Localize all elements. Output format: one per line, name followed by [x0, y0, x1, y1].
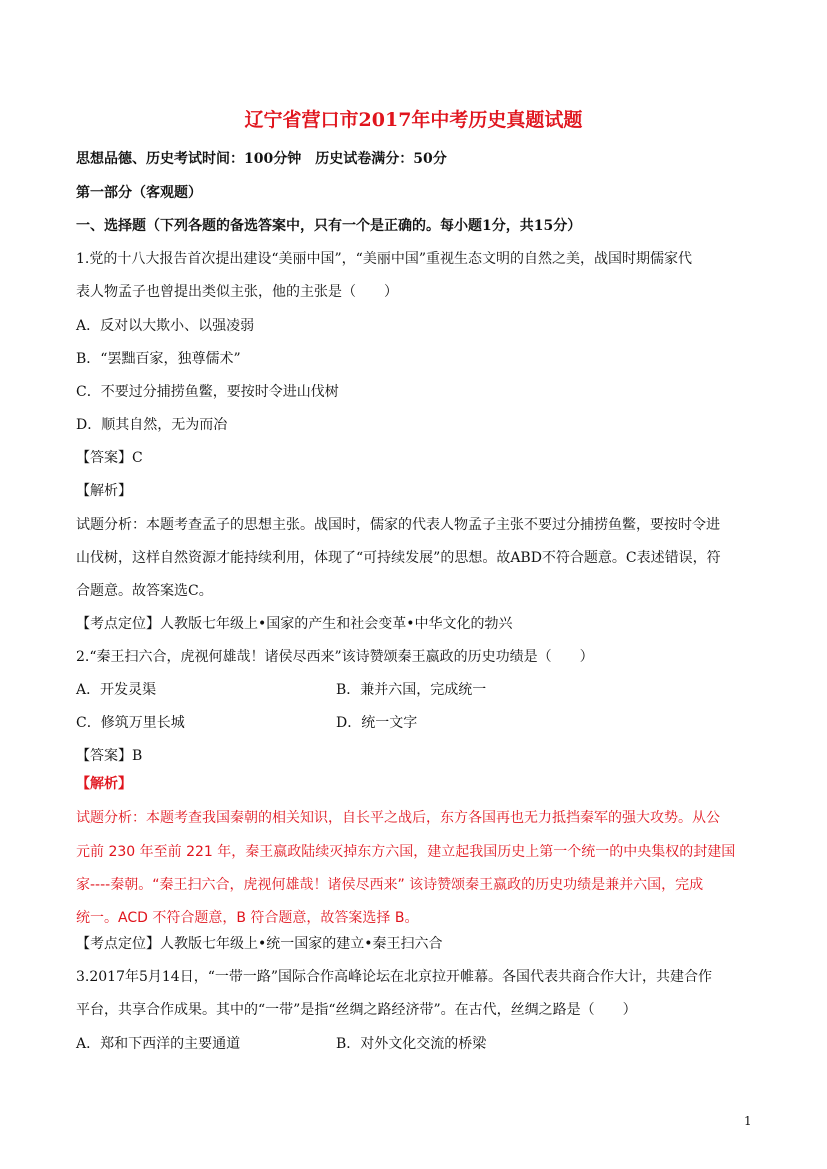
q2-stem: 2.“秦王扫六合，虎视何雄哉！诸侯尽西来”该诗赞颂秦王嬴政的历史功绩是（ ）: [76, 649, 594, 665]
q2-knowledge-point: 【考点定位】人教版七年级上•统一国家的建立•秦王扫六合: [76, 936, 443, 952]
q2-analysis-line1: 试题分析：本题考查我国秦朝的相关知识，自长平之战后，东方各国再也无力抵挡秦军的强大攻势。从公: [76, 810, 720, 826]
q1-stem-line1: 1.党的十八大报告首次提出建设“美丽中国”，“美丽中国”重视生态文明的自然之美，战国时期儒家代: [76, 251, 692, 267]
q3-option-a: A．郑和下西洋的主要通道: [76, 1036, 241, 1052]
page-title: 辽宁省营口市2017年中考历史真题试题: [244, 109, 583, 131]
part-heading: 第一部分（客观题）: [76, 185, 202, 201]
q1-answer: 【答案】C: [76, 450, 143, 466]
q1-option-c: C．不要过分捕捞鱼鳖，要按时令进山伐树: [76, 384, 339, 400]
section-heading: 一、选择题（下列各题的备选答案中，只有一个是正确的。每小题1分，共15分）: [76, 218, 582, 234]
q1-analysis-line2: 山伐树，这样自然资源才能持续利用，体现了“可持续发展”的思想。故ABD不符合题意。C表述错误，符: [76, 550, 721, 566]
q2-options-row1: [76, 681, 487, 699]
q2-answer: 【答案】B: [76, 748, 143, 764]
q2-option-c: C．修筑万里长城: [76, 715, 185, 731]
q2-analysis-line3: 家----秦朝。“秦王扫六合，虎视何雄哉！诸侯尽西来” 该诗赞颂秦王嬴政的历史功绩是兼并六国，完成: [76, 877, 704, 893]
q3-stem-line2: 平台，共享合作成果。其中的“一带”是指“丝绸之路经济带”。在古代，丝绸之路是（ ）: [76, 1002, 637, 1018]
q2-analysis-line2: 元前 230 年至前 221 年，秦王嬴政陆续灭掉东方六国，建立起我国历史上第一个统一的中央集权的封建国: [76, 844, 736, 860]
q1-analysis-line3: 合题意。故答案选C。: [76, 583, 213, 599]
exam-info: 思想品德、历史考试时间：100分钟 历史试卷满分：50分: [76, 151, 447, 167]
q2-option-b: B．兼并六国，完成统一: [336, 682, 487, 698]
q1-analysis-label: 【解析】: [76, 483, 132, 499]
q1-option-a: A．反对以大欺小、以强凌弱: [76, 318, 255, 334]
q1-stem-line2: 表人物孟子也曾提出类似主张，他的主张是（ ）: [76, 284, 398, 300]
q3-options-row1: [76, 1035, 487, 1053]
q1-option-b: B．“罢黜百家，独尊儒术”: [76, 351, 241, 367]
q2-analysis-line4: 统一。ACD 不符合题意，B 符合题意，故答案选择 B。: [76, 910, 419, 926]
q2-option-d: D．统一文字: [336, 715, 418, 731]
page-number: 1: [744, 1114, 752, 1128]
q2-options-row2: [76, 714, 418, 732]
q1-option-d: D．顺其自然，无为而冶: [76, 417, 228, 433]
q1-analysis-line1: 试题分析：本题考查孟子的思想主张。战国时，儒家的代表人物孟子主张不要过分捕捞鱼鳖，要按时令进: [76, 517, 720, 533]
q2-analysis-label: 【解析】: [76, 776, 132, 792]
q3-option-b: B．对外文化交流的桥梁: [336, 1036, 487, 1052]
q1-knowledge-point: 【考点定位】人教版七年级上•国家的产生和社会变革•中华文化的勃兴: [76, 616, 513, 632]
q3-stem-line1: 3.2017年5月14日，“一带一路”国际合作高峰论坛在北京拉开帷幕。各国代表共商合作大计，共建合作: [76, 969, 713, 985]
q2-option-a: A．开发灵渠: [76, 682, 157, 698]
